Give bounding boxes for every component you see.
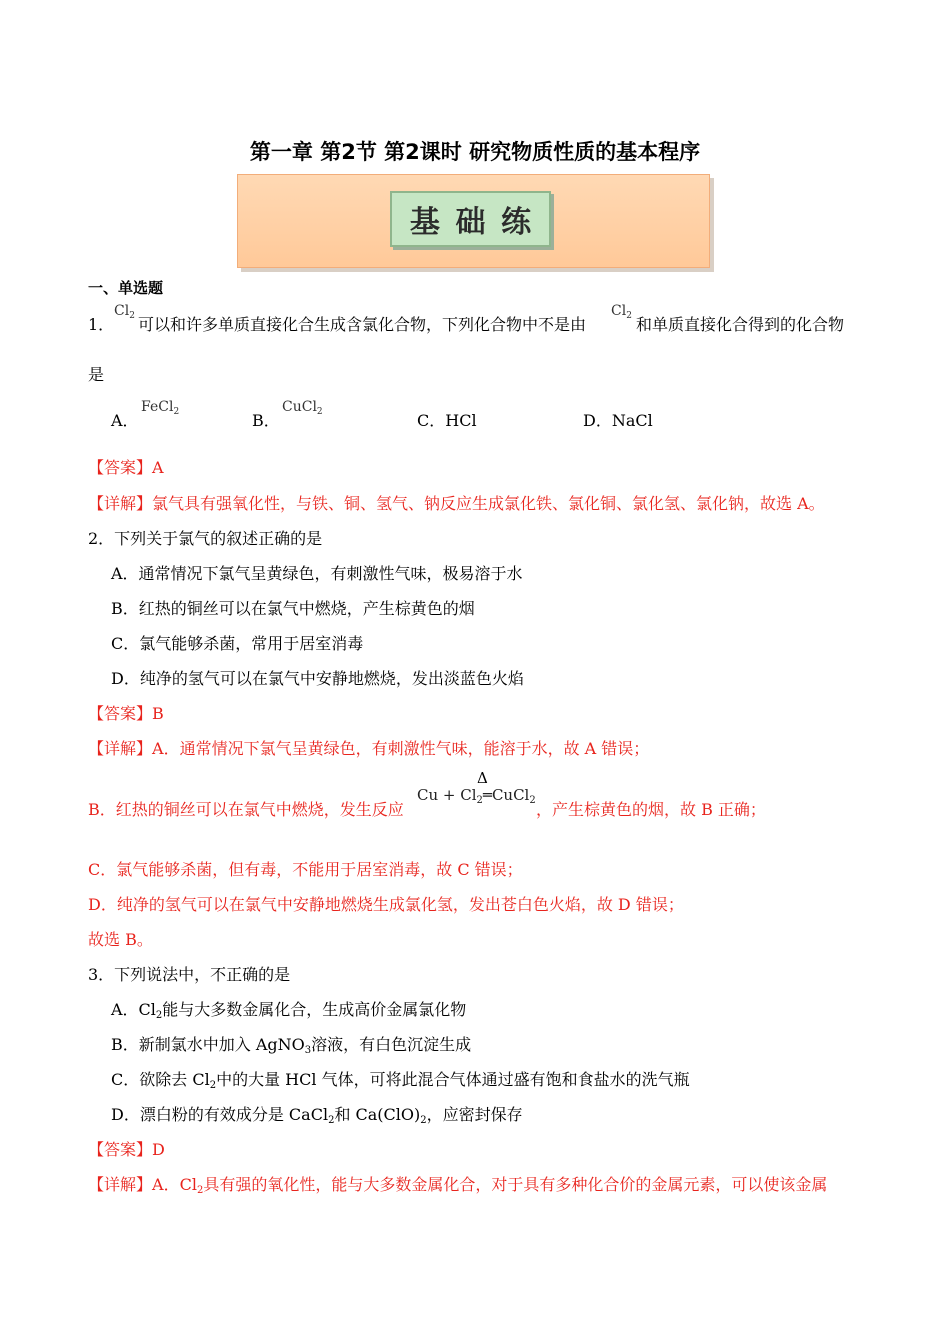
q2-analysis-b-pre: B．红热的铜丝可以在氯气中燃烧，发生反应	[88, 800, 404, 819]
q3-option-c: C．欲除去 Cl2中的大量 HCl 气体，可将此混合气体通过盛有饱和食盐水的洗气瓶	[111, 1070, 690, 1091]
q1-answer: 【答案】A	[88, 458, 164, 477]
banner	[237, 174, 710, 268]
q1-option-b: B．	[252, 411, 280, 430]
q2-analysis-c: C．氯气能够杀菌，但有毒，不能用于居室消毒，故 C 错误；	[88, 860, 523, 879]
q1-formula: $Cl_2$	[114, 303, 135, 321]
q1-option-b-formula: CuCl$_2$	[282, 399, 323, 417]
section-heading: 一、单选题	[88, 279, 164, 297]
q1-text-c: 是	[88, 365, 105, 384]
q1-option-a: A．	[111, 411, 139, 430]
q1-option-c: C．HCl	[417, 411, 477, 430]
banner-char: 练	[501, 205, 532, 240]
page-title: 第一章 第2节 第2课时 研究物质性质的基本程序	[249, 140, 701, 164]
q3-answer: 【答案】D	[88, 1140, 165, 1159]
q3-option-b: B．新制氯水中加入 AgNO3溶液，有白色沉淀生成	[111, 1035, 472, 1056]
q1-analysis: 【详解】氯气具有强氧化性，与铁、铜、氢气、钠反应生成氯化铁、氯化铜、氯化氢、氯化钠，故选 A。	[88, 494, 825, 513]
q2-conclusion: 故选 B。	[88, 930, 153, 949]
q2-stem: 2．下列关于氯气的叙述正确的是	[88, 529, 323, 548]
q1-number: 1．	[88, 315, 115, 334]
q2-analysis-d: D．纯净的氢气可以在氯气中安静地燃烧生成氯化氢，发出苍白色火焰，故 D 错误；	[88, 895, 684, 914]
q2-option-b: B．红热的铜丝可以在氯气中燃烧，产生棕黄色的烟	[111, 599, 475, 618]
q3-option-d: D．漂白粉的有效成分是 CaCl2和 Ca(ClO)2，应密封保存	[111, 1105, 523, 1126]
banner-char: 础	[455, 205, 486, 240]
q2-equation-delta: Δ	[477, 769, 488, 787]
q1-option-d: D．NaCl	[583, 411, 653, 430]
q2-analysis-b-post: ，产生棕黄色的烟，故 B 正确；	[536, 800, 766, 819]
banner-label	[390, 191, 551, 247]
q3-analysis: 【详解】A．Cl2具有强的氧化性，能与大多数金属化合，对于具有多种化合价的金属元素，可以使该金属	[88, 1175, 828, 1196]
q2-option-d: D．纯净的氢气可以在氯气中安静地燃烧，发出淡蓝色火焰	[111, 669, 524, 688]
q1-text-a: 可以和许多单质直接化合生成含氯化合物，下列化合物中不是由	[138, 315, 587, 334]
q2-analysis-a: 【详解】A．通常情况下氯气呈黄绿色，有刺激性气味，能溶于水，故 A 错误；	[88, 739, 650, 758]
q2-option-c: C．氯气能够杀菌，常用于居室消毒	[111, 634, 364, 653]
banner-char: 基	[409, 205, 440, 240]
q1-option-a-formula: FeCl$_2$	[141, 399, 180, 417]
q2-answer: 【答案】B	[88, 704, 164, 723]
q1-text-b: 和单质直接化合得到的化合物	[636, 315, 845, 334]
q2-option-a: A．通常情况下氯气呈黄绿色，有刺激性气味，极易溶于水	[111, 564, 523, 583]
q2-equation: $Cu + Cl_2═CuCl_2$	[417, 786, 536, 806]
q3-stem: 3．下列说法中，不正确的是	[88, 965, 291, 984]
q1-formula-2: $Cl_2$	[611, 303, 632, 321]
q3-option-a: A．Cl2能与大多数金属化合，生成高价金属氯化物	[111, 1000, 467, 1021]
